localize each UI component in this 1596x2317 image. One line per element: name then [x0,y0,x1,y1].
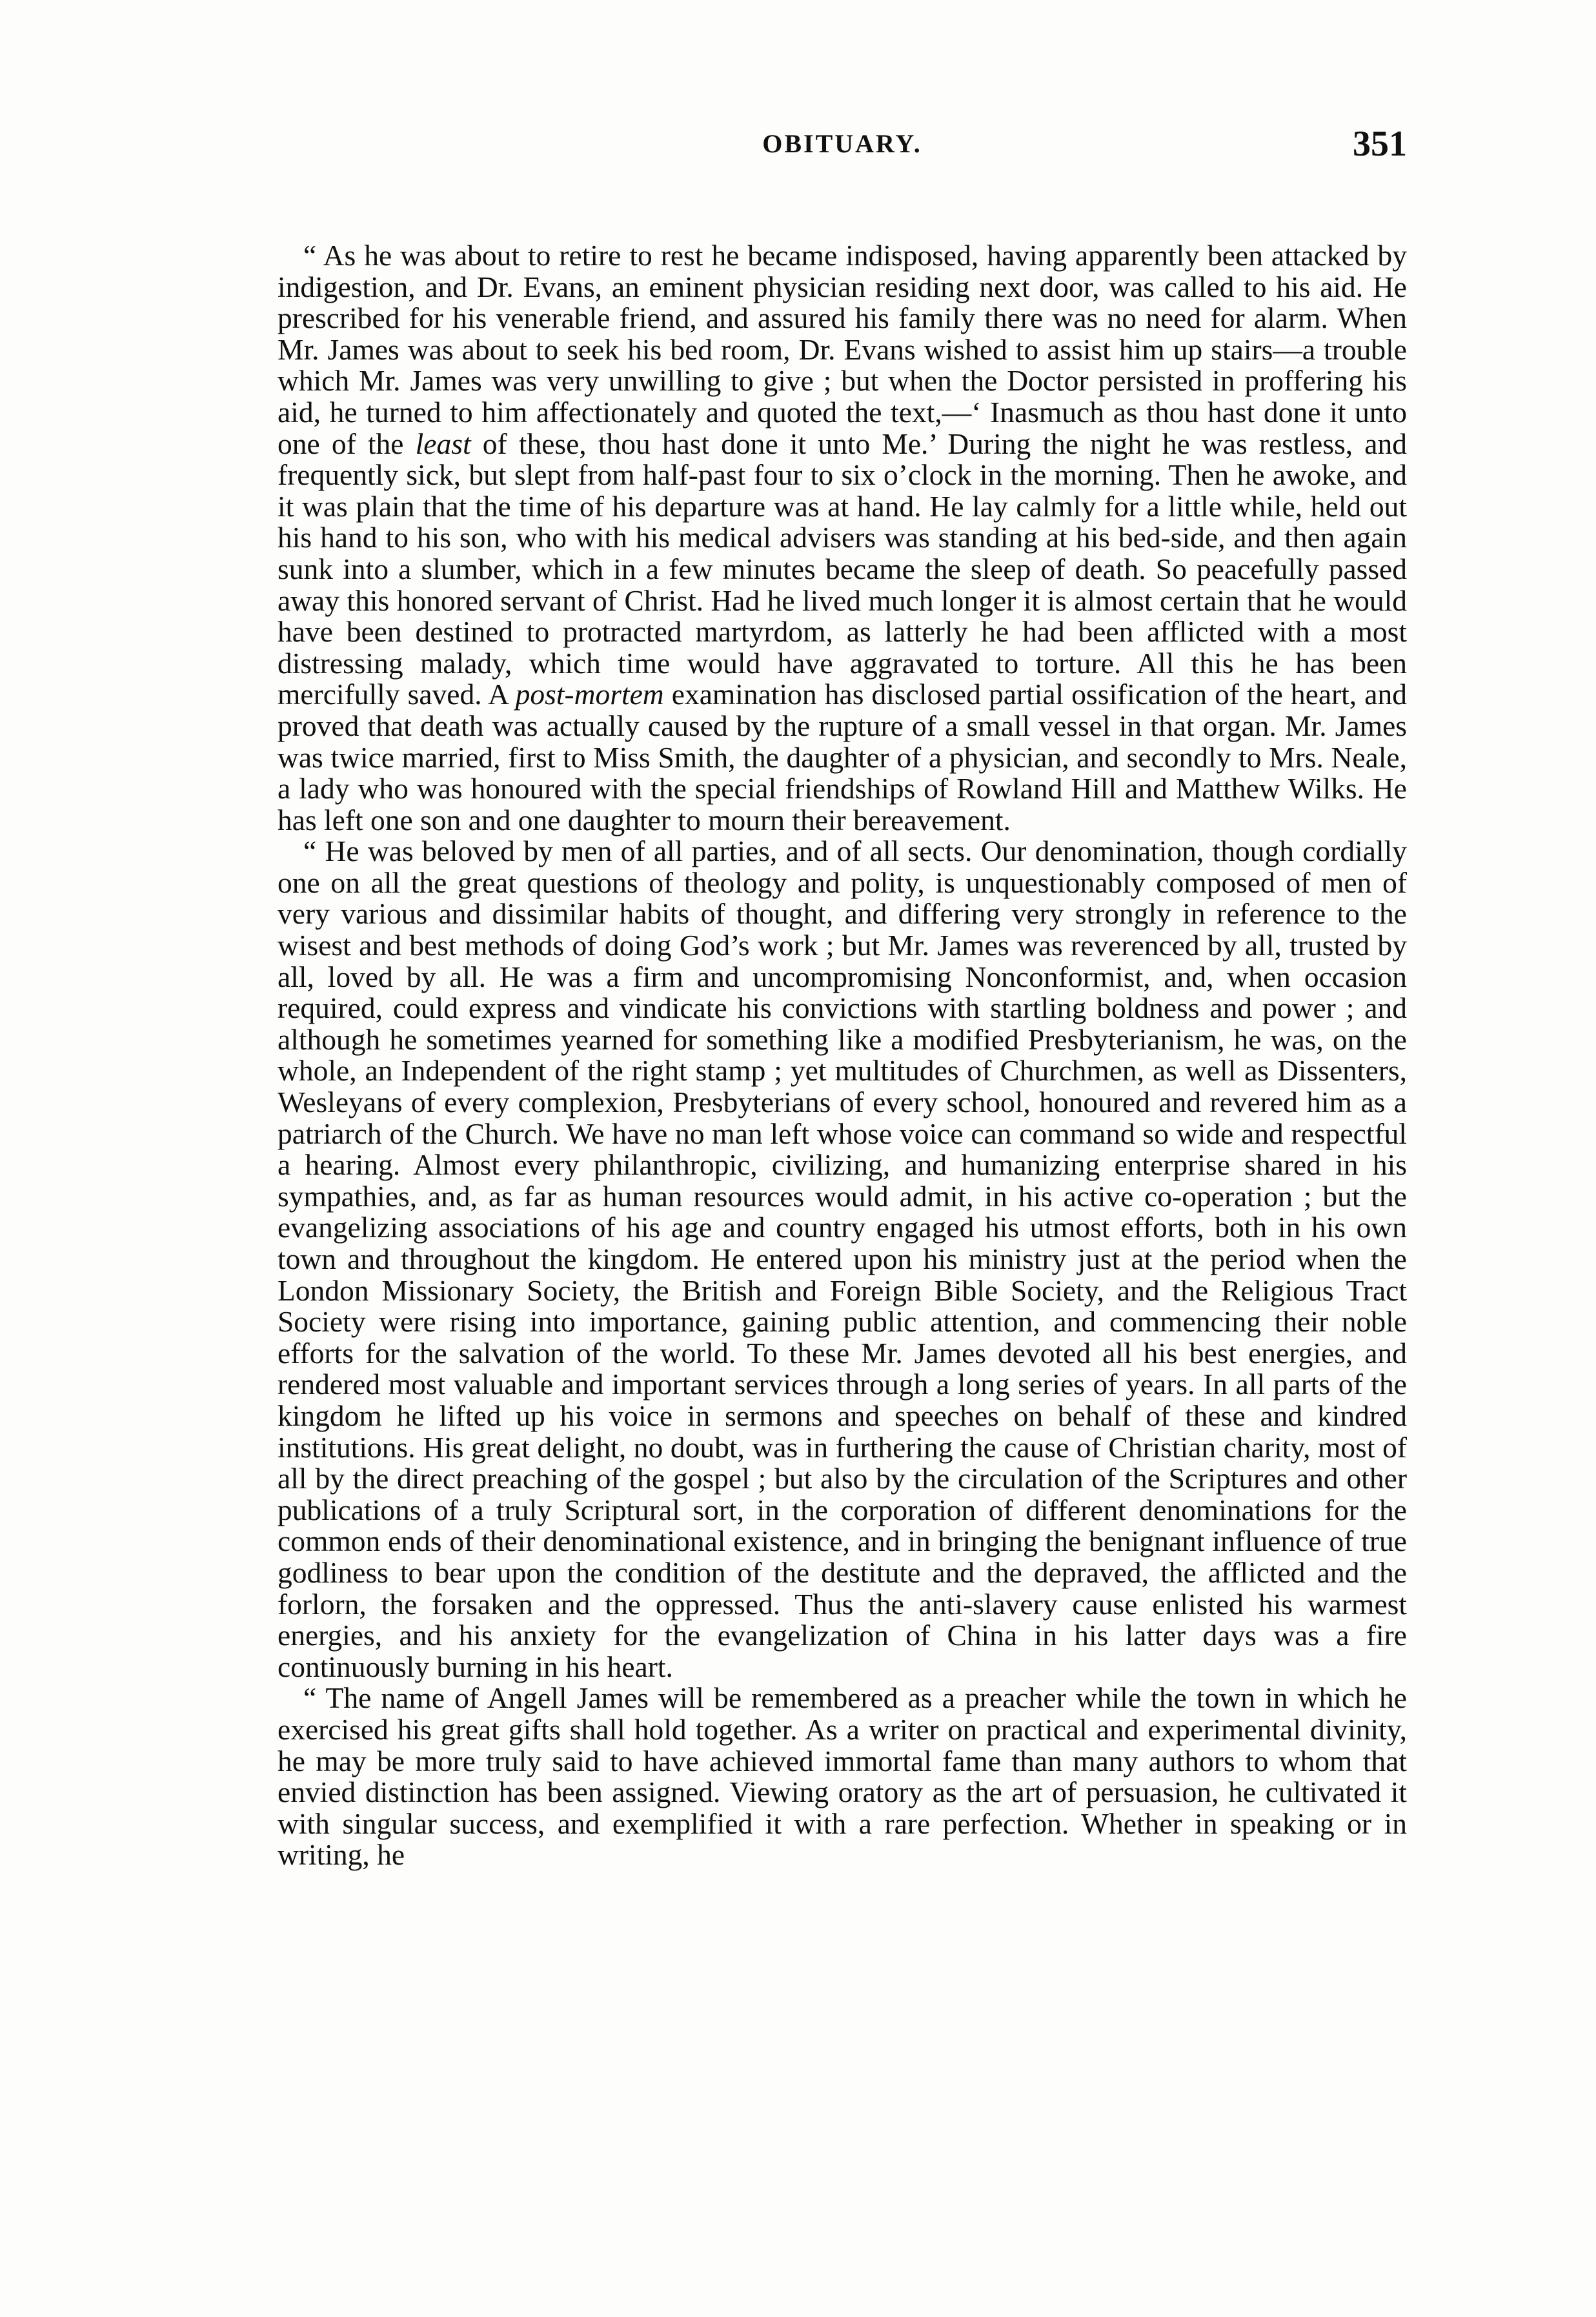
italic-word: least [415,427,471,460]
italic-word: post-mortem [515,678,664,711]
paragraph-text: “ As he was about to retire to rest he became indisposed, having apparently been attacked by indigestion, and Dr. Evans, an eminent physician residing next door, was called to his aid. He prescribed for his venerable friend, and assured his family there was no need for alarm. When Mr. James was about to seek his bed room, Dr. Evans wished to assist him up stairs—a trouble which Mr. James was very unwilling to give ; but when the Doctor persisted in proffering his aid, he turned to him affectionately and quoted the text,—‘ Inasmuch as thou hast done it unto one of the [278,239,1407,460]
paragraph-death-account [278,240,1407,836]
running-head [278,121,1407,167]
running-title: OBITUARY. [762,129,922,158]
paragraph-text: of these, thou hast done it unto Me.’ During the night he was restless, and frequently sick, but slept from half-past four to six o’clock in the morning. Then he awoke, and it was plain that the time of his departure was at hand. He lay calmly for a little while, held out his hand to his son, who with his medical advisers was standing at his bed-side, and then again sunk into a slumber, which in a few minutes became the sleep of death. So peacefully passed away this honored servant of Christ. Had he lived much longer it is almost certain that he would have been destined to protracted martyrdom, as latterly he had been afflicted with a most distressing malady, which time would have aggravated to torture. All this he has been mercifully saved. A [278,427,1407,711]
body-text [278,240,1407,1871]
paragraph-character: “ He was beloved by men of all parties, and of all sects. Our denomination, though cordially one on all the great questions of theology and polity, is unquestionably composed of men of very various and dissimilar habits of thought, and differing very strongly in reference to the wisest and best methods of doing God’s work ; but Mr. James was reverenced by all, trusted by all, loved by all. He was a firm and uncompromising Nonconformist, and, when occasion required, could express and vindicate his convictions with startling boldness and power ; and although he sometimes yearned for something like a modified Presbyterianism, he was, on the whole, an Independent of the right stamp ; yet multitudes of Churchmen, as well as Dissenters, Wesleyans of every complexion, Presbyterians of every school, honoured and revered him as a patriarch of the Church. We have no man left whose voice can command so wide and respectful a hearing. Almost every philanthropic, civilizing, and humanizing enterprise shared in his sympathies, and, as far as human resources would admit, in his active co-operation ; but the evangelizing associations of his age and country engaged his utmost efforts, both in his own town and throughout the kingdom. He entered upon his ministry just at the period when the London Missionary Society, the British and Foreign Bible Society, and the Religious Tract Society were rising into importance, gaining public attention, and commencing their noble efforts for the salvation of the world. To these Mr. James devoted all his best energies, and rendered most valuable and important services through a long series of years. In all parts of the kingdom he lifted up his voice in sermons and speeches on behalf of these and kindred institutions. His great delight, no doubt, was in furthering the cause of Christian charity, most of all by the direct preaching of the gospel ; but also by the circulation of the Scriptures and other publications of a truly Scriptural sort, in the corporation of different denominations for the common ends of their denominational existence, and in bringing the benignant influence of true godliness to bear upon the condition of the destitute and the depraved, the afflicted and the forlorn, the forsaken and the oppressed. Thus the anti-slavery cause enlisted his warmest energies, and his anxiety for the evangelization of China in his latter days was a fire continuously burning in his heart. [278,835,1407,1683]
page-number: 351 [1353,124,1407,164]
paragraph-preacher: “ The name of Angell James will be remembered as a preacher while the town in which he exercised his great gifts shall hold together. As a writer on practical and experimental divinity, he may be more truly said to have achieved immortal fame than many authors to whom that envied distinction has been assigned. Viewing oratory as the art of persuasion, he cultivated it with singular success, and exemplified it with a rare perfection. Whether in speaking or in writing, he [278,1681,1407,1872]
paragraph-text: examination has disclosed partial ossification of the heart, and proved that death was actually caused by the rupture of a small vessel in that organ. Mr. James was twice married, first to Miss Smith, the daughter of a physician, and secondly to Mrs. Neale, a lady who was honoured with the special friendships of Rowland Hill and Matthew Wilks. He has left one son and one daughter to mourn their bereavement. [278,678,1407,836]
